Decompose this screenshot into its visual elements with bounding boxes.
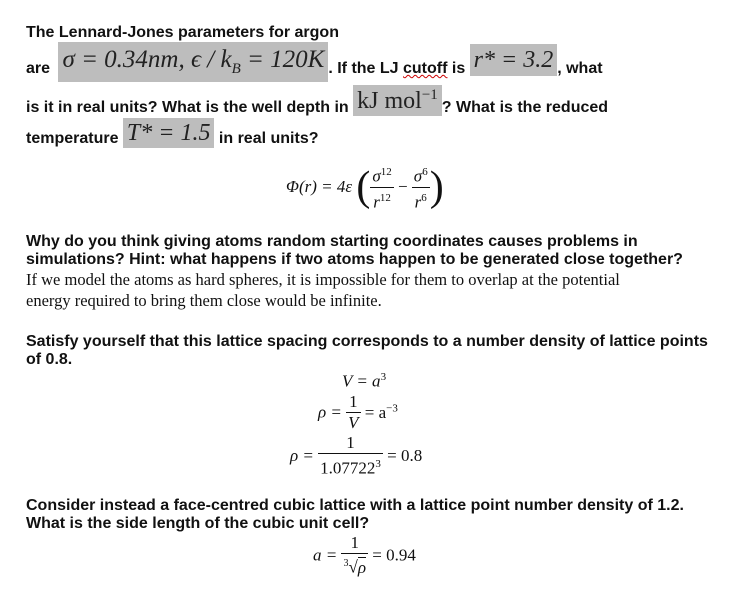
lj-equation: Φ(r) = 4ε ( $\frac{\sigma^{12}}{r^{12}}$ − $\frac{\sigma^6}{r^6}$ ) bbox=[286, 162, 444, 214]
sigma-epsilon-expression: σ = 0.34nm, $\epsilon / k_B = 120K$ bbox=[58, 42, 328, 82]
q1-what: , what bbox=[557, 60, 603, 77]
q1-cutoff-text: . If the LJ cutoff is bbox=[328, 60, 470, 77]
q1-line4: temperature T* = 1.5 in real units? bbox=[26, 120, 319, 147]
volume-equation: $V = a^3$ bbox=[342, 371, 387, 391]
side-length-equation: a = $\frac{1}{^3√\rho}$ = 0.94 bbox=[313, 533, 416, 577]
q2-answer-line2: energy required to bring them close would be infinite. bbox=[26, 291, 382, 310]
q1-line1: The Lennard-Jones parameters for argon bbox=[26, 24, 339, 41]
q1-line2 bbox=[26, 40, 603, 86]
q2-answer-line1: If we model the atoms as hard spheres, it is impossible for them to overlap at the potential bbox=[26, 270, 620, 289]
cube-root: $^3$√ρ bbox=[343, 557, 366, 577]
q2-line2: simulations? Hint: what happens if two atoms happen to be generated close together? bbox=[26, 251, 683, 268]
q1-are: are bbox=[26, 60, 51, 77]
left-paren: ( bbox=[356, 164, 371, 211]
lj-term2: $\frac{\sigma^6}{r^6}$ bbox=[412, 162, 430, 212]
r-star-expression: r* = 3.2 bbox=[470, 44, 558, 76]
q1-line3: is it in real units? What is the well depth in kJ mol$^{-1}$? What is the reduced bbox=[26, 87, 609, 116]
density-value-equation: ρ = $\frac{1}{1.07722^3}$ = 0.8 bbox=[290, 433, 423, 478]
units-expression: kJ mol$^{-1}$ bbox=[353, 85, 442, 116]
q2-line1: Why do you think giving atoms random starting coordinates causes problems in bbox=[26, 233, 638, 250]
right-paren: ) bbox=[429, 164, 444, 211]
density-equation: ρ = $\frac{1}{V}$ = $a^{-3}$ bbox=[318, 392, 398, 432]
q3-line2: of 0.8. bbox=[26, 351, 73, 368]
lj-lhs: Φ(r) = 4ε bbox=[286, 177, 353, 197]
q4-line1: Consider instead a face-centred cubic lattice with a lattice point number density of 1.2. bbox=[26, 497, 684, 514]
cutoff-word: cutoff bbox=[403, 60, 448, 77]
lj-term1: $\frac{\sigma^{12}}{r^{12}}$ bbox=[370, 162, 393, 212]
t-star-expression: T* = 1.5 bbox=[123, 118, 215, 148]
q4-line2: What is the side length of the cubic unit cell? bbox=[26, 515, 370, 532]
q3-line1: Satisfy yourself that this lattice spacing corresponds to a number density of lattice points bbox=[26, 333, 708, 350]
